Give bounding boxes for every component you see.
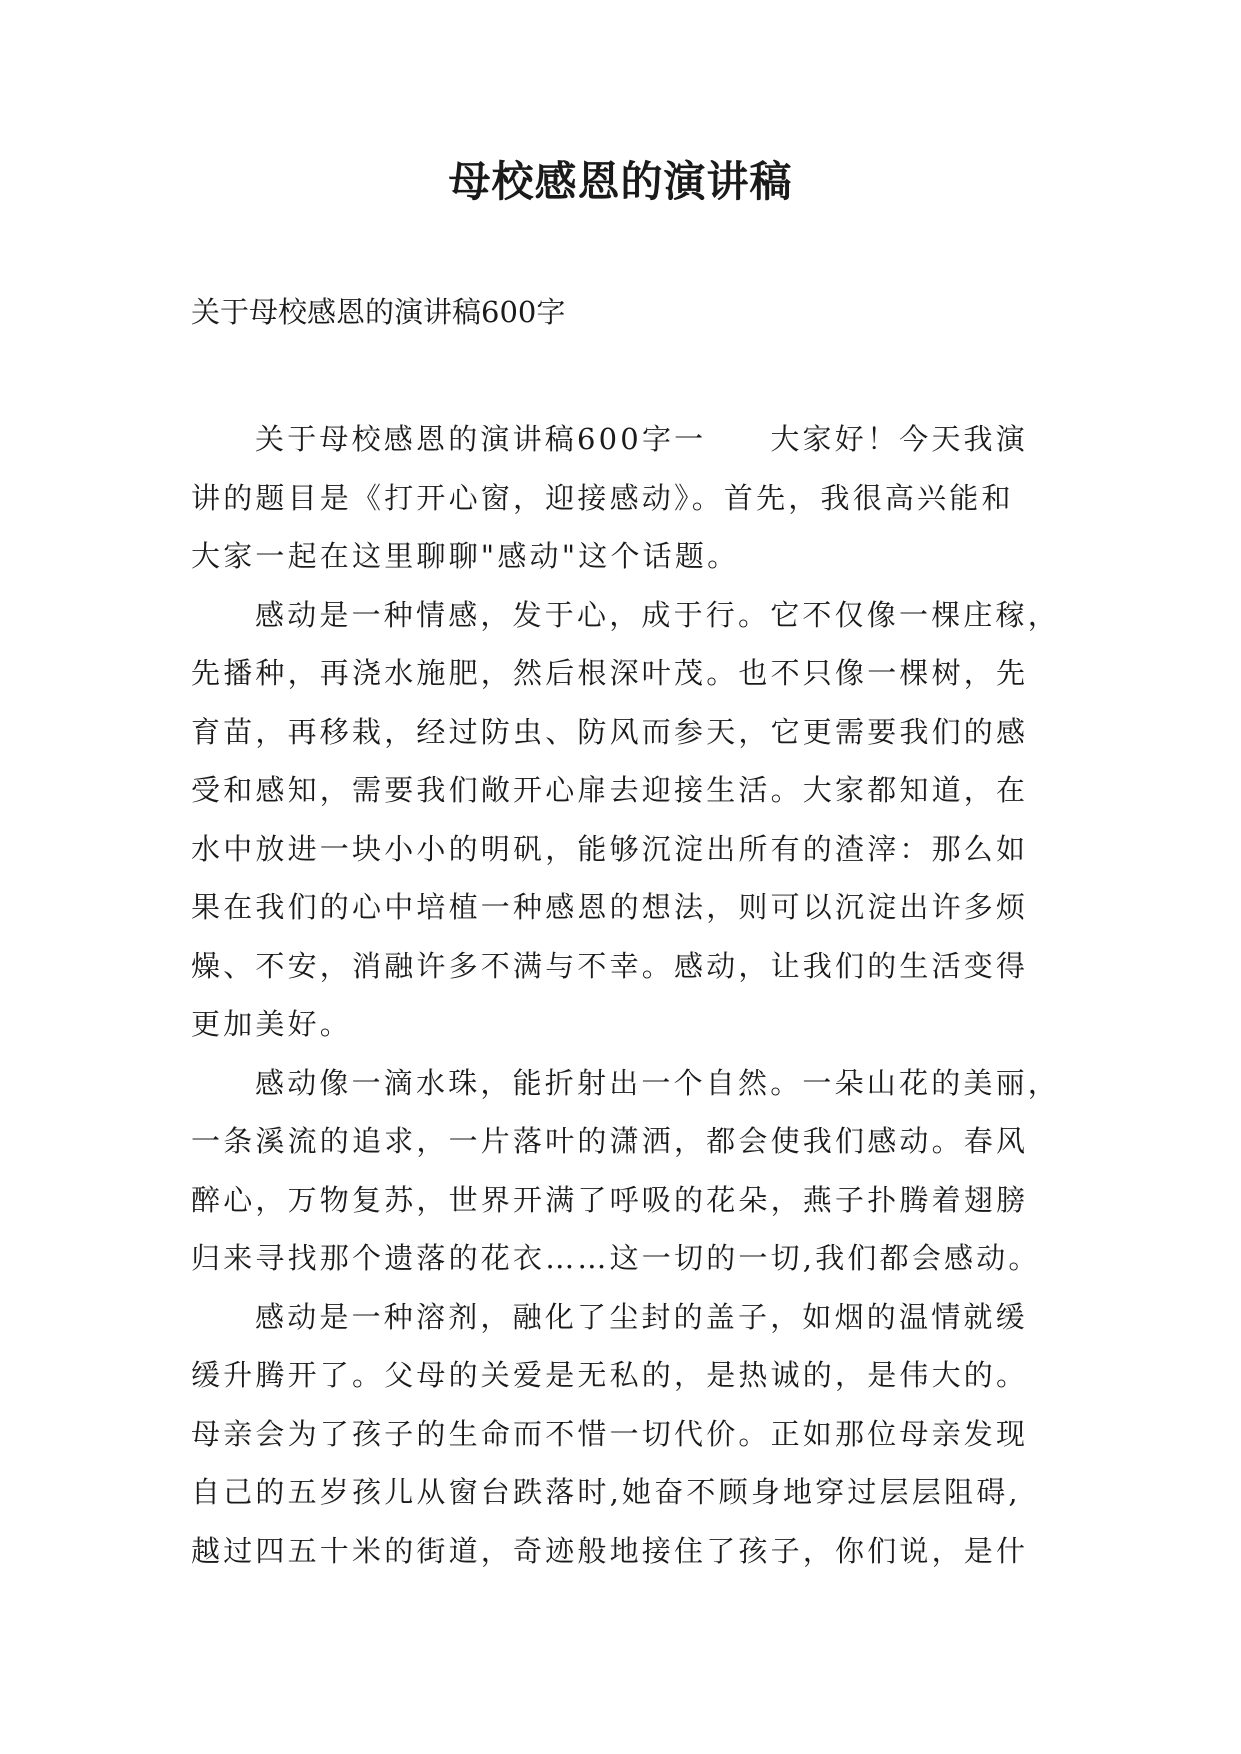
- text-line: 一条溪流的追求，一片落叶的潇洒，都会使我们感动。春风: [191, 1124, 1029, 1158]
- text-line: 先播种，再浇水施肥，然后根深叶茂。也不只像一棵树，先: [191, 656, 1029, 690]
- text-line: 归来寻找那个遗落的花衣……这一切的一切,我们都会感动。: [191, 1241, 1041, 1275]
- text-line: 关于母校感恩的演讲稿600字一 大家好！今天我演: [255, 422, 1028, 456]
- text-line: 讲的题目是《打开心窗，迎接感动》。首先，我很高兴能和: [191, 480, 1014, 515]
- section-heading: 关于母校感恩的演讲稿600字一: [255, 422, 707, 456]
- text-line: 感动像一滴水珠，能折射出一个自然。一朵山花的美丽，: [255, 1065, 1061, 1100]
- document-subtitle: 关于母校感恩的演讲稿600字: [191, 295, 566, 329]
- document-body: [191, 410, 1061, 1580]
- text-line: 受和感知，需要我们敞开心扉去迎接生活。大家都知道，在: [191, 773, 1029, 807]
- text-line: 更加美好。: [191, 1007, 353, 1041]
- text-line: 缓升腾开了。父母的关爱是无私的，是热诚的，是伟大的。: [191, 1358, 1029, 1392]
- text-line: 醉心，万物复苏，世界开满了呼吸的花朵，燕子扑腾着翅膀: [191, 1182, 1029, 1217]
- document-title: 母校感恩的演讲稿: [448, 157, 793, 206]
- text-line: 自己的五岁孩儿从窗台跌落时,她奋不顾身地穿过层层阻碍,: [191, 1475, 1021, 1509]
- text-line: 母亲会为了孩子的生命而不惜一切代价。正如那位母亲发现: [191, 1416, 1029, 1451]
- text-line: 越过四五十米的街道，奇迹般地接住了孩子，你们说，是什: [191, 1533, 1029, 1568]
- text-line: 果在我们的心中培植一种感恩的想法，则可以沉淀出许多烦: [191, 890, 1029, 924]
- text-line: 燥、不安，消融许多不满与不幸。感动，让我们的生活变得: [191, 948, 1029, 983]
- text-line: 感动是一种溶剂，融化了尘封的盖子，如烟的温情就缓: [255, 1299, 1028, 1334]
- text-line: 育苗，再移栽，经过防虫、防风而参天，它更需要我们的感: [191, 714, 1029, 749]
- text-line: 水中放进一块小小的明矾，能够沉淀出所有的渣滓：那么如: [191, 831, 1029, 866]
- text-line: 感动是一种情感，发于心，成于行。它不仅像一棵庄稼，: [255, 597, 1061, 632]
- text-line: 大家一起在这里聊聊"感动"这个话题。: [191, 539, 740, 573]
